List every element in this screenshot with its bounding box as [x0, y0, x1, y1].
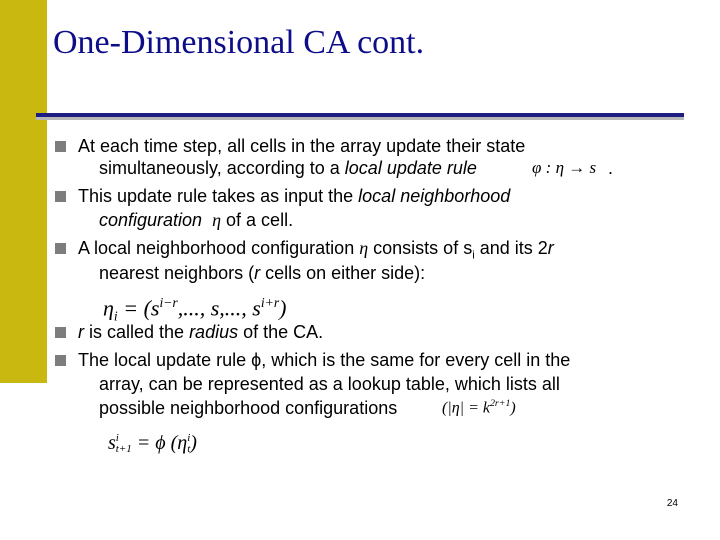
bullet-5-line-3: possible neighborhood configurations [99, 398, 398, 418]
title-divider-shadow [36, 117, 684, 120]
bullet-marker [55, 355, 66, 366]
bullet-marker [55, 191, 66, 202]
bullet-marker [55, 327, 66, 338]
bullet-1-line-2: simultaneously, according to a local update rule [99, 158, 477, 178]
bullet-1-period: . [608, 158, 614, 178]
update-formula: s i t+1 = ϕ (η i t ) [108, 432, 197, 456]
bullet-2-line-1: This update rule takes as input the local neighborhood [78, 186, 511, 206]
bullet-3-line-2: nearest neighbors (r cells on either side): [99, 263, 426, 283]
side-accent-bar [0, 0, 47, 383]
bullet-3-line-1: A local neighborhood configuration η consists of $s_i$ and its 2r [78, 238, 554, 262]
bullet-marker [55, 243, 66, 254]
bullet-5-line-1: The local update rule ϕ, which is the same for every cell in the [78, 350, 571, 370]
bullet-4-line: r is called the radius of the CA. [78, 322, 324, 342]
neighborhood-formula: $\eta_i = (s^{i-r}$,..., s,..., $s^{i+r}$) [103, 295, 287, 324]
bullet-marker [55, 141, 66, 152]
bullet-5-line-2: array, can be represented as a lookup table, which lists all [99, 374, 560, 394]
page-number: 24 [666, 498, 678, 509]
slide-title: One-Dimensional CA cont. [53, 24, 425, 61]
update-rule-formula: φ : η → s [532, 158, 597, 177]
bullet-2-line-2: configuration η of a cell. [99, 210, 294, 230]
bullet-1-line-1: At each time step, all cells in the array update their state [78, 136, 526, 156]
table-size-formula: $(|\eta| = k^{2r+1})$ [442, 398, 516, 417]
